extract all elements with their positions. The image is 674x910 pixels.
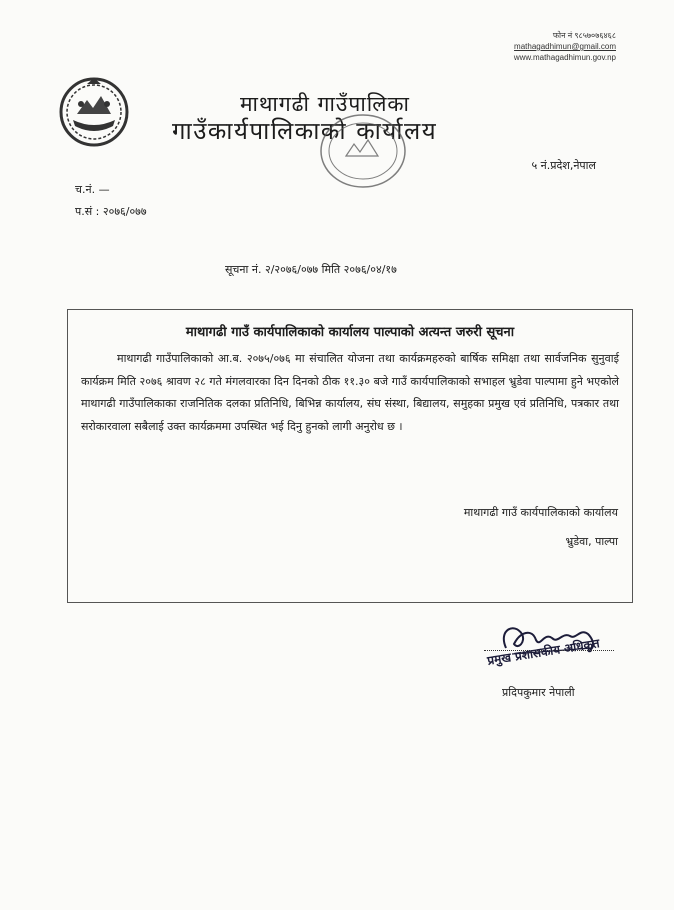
contact-info [514,30,616,63]
notice-body: माथागढी गाउँपालिकाको आ.ब. २०७५/०७६ मा संचालित योजना तथा कार्यक्रमहरुको बार्षिक समिक्षा तथा सार्वजनिक सुनुवाई कार्यक्रम मिति २०७६ श्रावण २८ गते मंगलवारका दिन दिनको ठीक ११.३० बजे गाउँ कार्यपालिकाको सभाहल भ्रुडेवा पाल्पामा हुने भएकोले माथागढी गाउँपालिकाका राजनितिक दलका प्रतिनिधि, बिभिन्न कार्यालय, संघ संस्था, बिद्यालय, समुहका प्रमुख एवं प्रतिनिधि, पत्रकार तथा सरोकारवाला सबैलाई उक्त कार्यक्रममा उपस्थित भई दिनु हुनको लागी अनुरोध छ । [81,352,619,433]
website-link[interactable]: www.mathagadhimun.gov.np [513,53,616,62]
notice-title: माथागढी गाउँ कार्यपालिकाको कार्यालय पाल्पाको अत्यन्त जरुरी सूचना [185,325,515,340]
email-link[interactable]: mathagadhimun@gmail.com [514,42,616,51]
fiscal-year: प.सं : २०७६/०७७ [75,205,147,218]
dispatch-number: च.नं. — [75,183,110,196]
notice-location: भ्रुडेवा, पाल्पा [565,535,618,548]
signatory-name: प्रदिपकुमार नेपाली [502,686,575,699]
office-name: गाउँकार्यपालिकाको कार्यालय [172,117,438,145]
nepal-emblem-icon [57,74,131,148]
phone-number: फोन नं ९८५७०७६४६८ [552,31,616,40]
office-seal-icon [318,112,408,190]
notice-issuer: माथागढी गाउँ कार्यपालिकाको कार्यालय [463,506,618,519]
province-label: ५ नं.प्रदेश,नेपाल [531,159,596,172]
municipality-name: माथागढी गाउँपालिका [240,92,410,116]
notice-box [67,309,633,603]
notice-number: सूचना नं. २/२०७६/०७७ मिति २०७६/०४/१७ [225,263,397,276]
signatory-title: प्रमुख प्रशासकीय अधिकृत [486,636,601,668]
